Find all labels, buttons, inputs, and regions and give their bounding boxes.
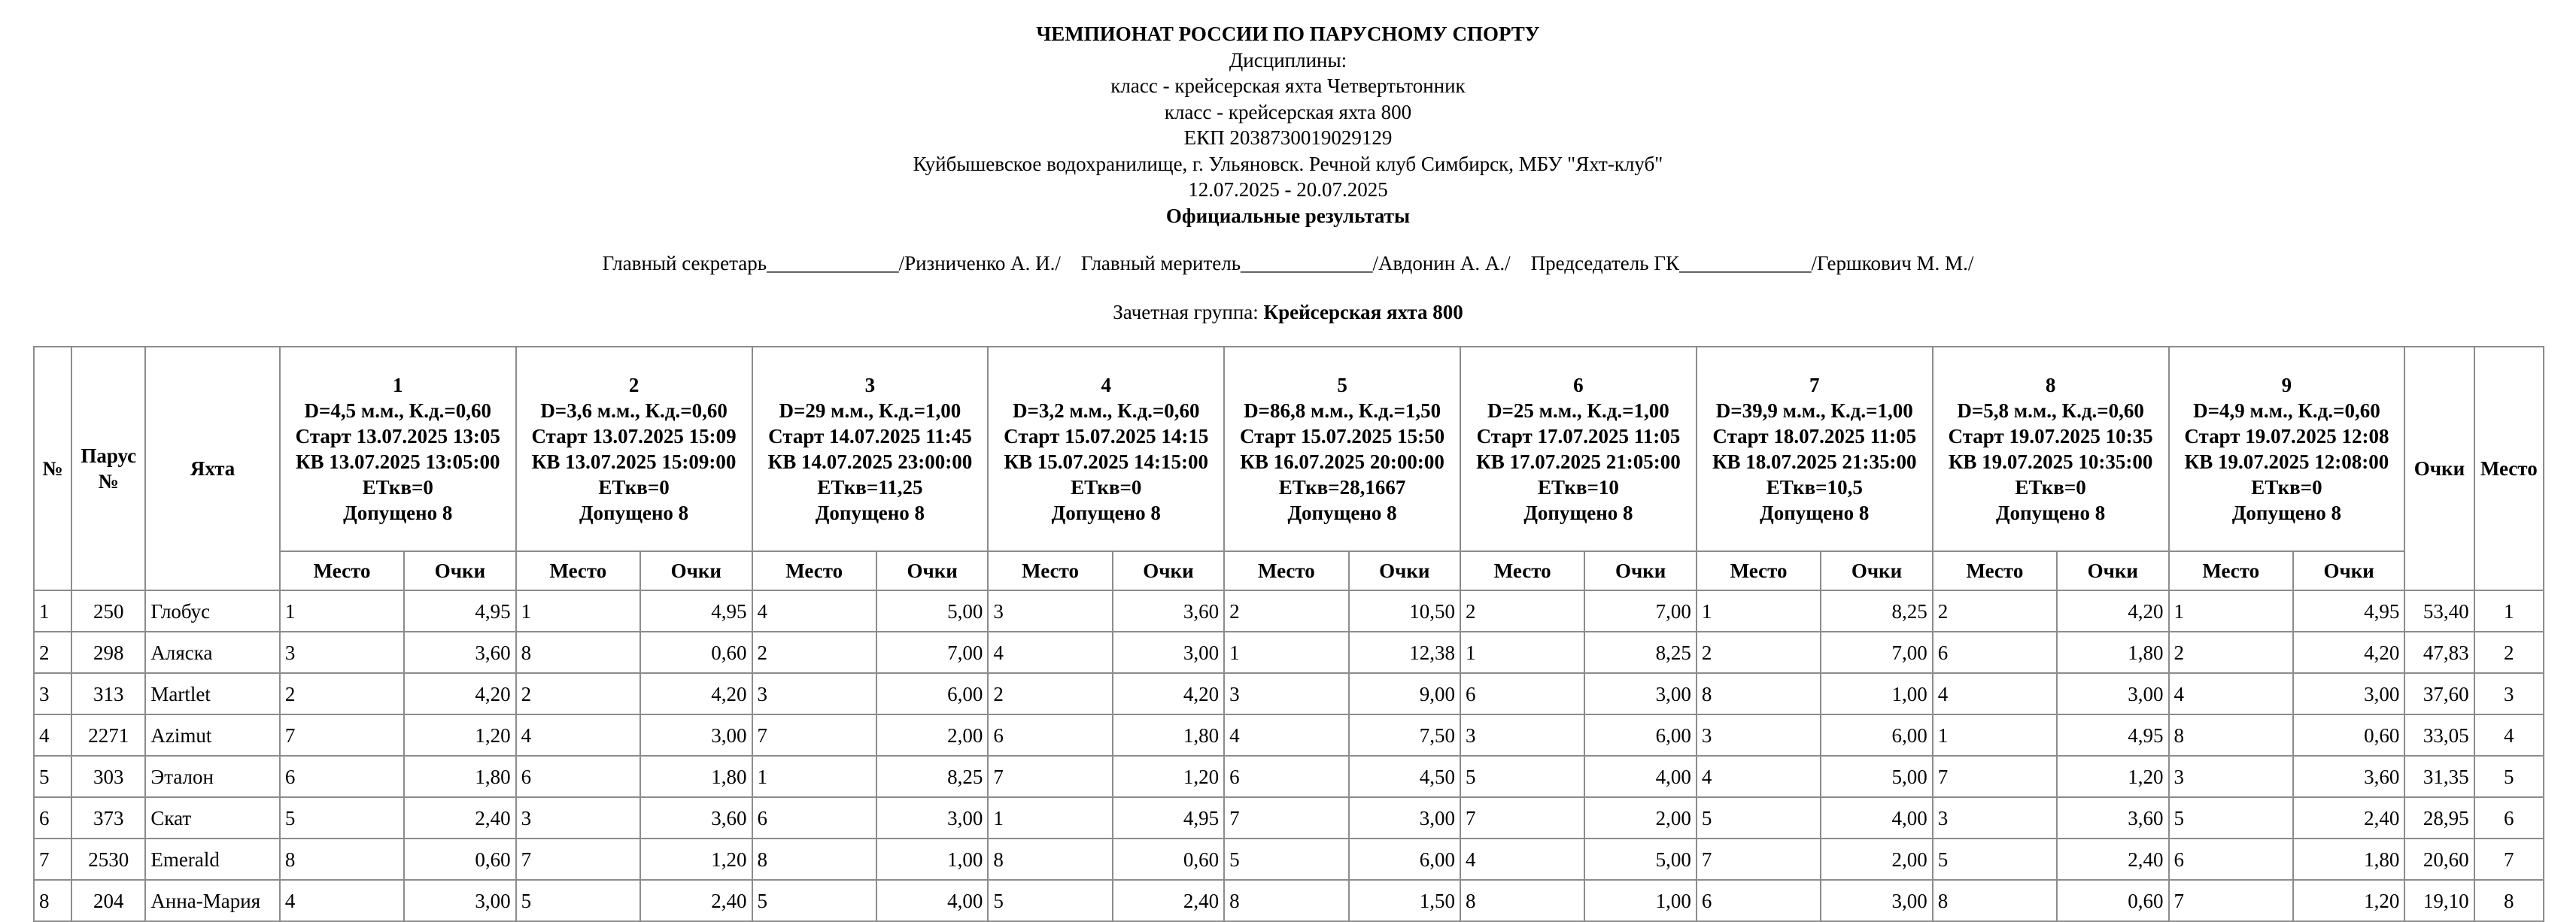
cell-race-place: 7 — [2169, 880, 2293, 921]
cell-race-points: 2,00 — [1584, 797, 1696, 839]
official-results-label: Официальные результаты — [1165, 204, 1411, 227]
cell-race-place: 3 — [1933, 797, 2057, 839]
cell-race-points: 1,80 — [404, 756, 515, 797]
cell-number: 4 — [34, 714, 71, 756]
cell-race-points: 3,00 — [876, 797, 988, 839]
ekp-number: ЕКП 2038730019029129 — [1183, 126, 1393, 149]
sub-header-place: Место — [1697, 551, 1821, 590]
venue: Куйбышевское водохранилище, г. Ульяновск. Речной клуб Симбирск, МБУ "Яхт-клуб" — [913, 152, 1663, 175]
cell-race-place: 2 — [516, 673, 640, 714]
cell-race-points: 3,00 — [1113, 632, 1224, 673]
cell-race-points: 2,40 — [640, 880, 752, 921]
cell-race-place: 1 — [1224, 632, 1348, 673]
cell-final-place: 4 — [2474, 714, 2544, 756]
championship-title: ЧЕМПИОНАТ РОССИИ ПО ПАРУСНОМУ СПОРТУ — [1036, 23, 1540, 45]
sub-header-place: Место — [752, 551, 876, 590]
cell-race-points: 5,00 — [1821, 756, 1932, 797]
cell-race-points: 1,80 — [2057, 632, 2168, 673]
cell-race-place: 3 — [280, 632, 404, 673]
cell-race-points: 4,95 — [2057, 714, 2168, 756]
sub-header-place: Место — [1933, 551, 2057, 590]
cell-race-place: 8 — [988, 839, 1112, 880]
cell-sail: 373 — [71, 797, 145, 839]
cell-race-points: 10,50 — [1349, 590, 1460, 632]
race-et: ЕТкв=28,1667 — [1278, 476, 1406, 499]
cell-yacht: Глобус — [145, 590, 279, 632]
sub-header-points: Очки — [404, 551, 515, 590]
cell-race-place: 6 — [280, 756, 404, 797]
cell-final-place: 5 — [2474, 756, 2544, 797]
cell-race-points: 4,95 — [640, 590, 752, 632]
cell-total-points: 53,40 — [2404, 590, 2474, 632]
cell-race-place: 4 — [516, 714, 640, 756]
signatures-line: Главный секретарь_____________/Ризниченко А. И./ Главный меритель_____________/Авдонин А. А./ Председатель ГК_____________/Гершкович М. М./ — [602, 252, 1974, 274]
cell-race-place: 2 — [280, 673, 404, 714]
table-row — [34, 714, 2544, 756]
cell-race-place: 8 — [280, 839, 404, 880]
cell-race-place: 3 — [988, 590, 1112, 632]
cell-race-points: 1,20 — [640, 839, 752, 880]
cell-race-place: 8 — [1933, 880, 2057, 921]
cell-total-points: 28,95 — [2404, 797, 2474, 839]
cell-race-points: 9,00 — [1349, 673, 1460, 714]
cell-race-points: 5,00 — [876, 590, 988, 632]
race-kv: КВ 19.07.2025 12:08:00 — [2184, 450, 2389, 473]
cell-race-points: 0,60 — [2057, 880, 2168, 921]
col-header-number: № — [34, 347, 71, 590]
header-row-sub — [34, 551, 2544, 590]
race-header-1 — [280, 347, 516, 551]
sub-header-place: Место — [988, 551, 1112, 590]
cell-race-place: 7 — [1697, 839, 1821, 880]
cell-race-place: 4 — [1460, 839, 1584, 880]
col-header-sail-label: Парус № — [80, 444, 137, 493]
cell-total-points: 20,60 — [2404, 839, 2474, 880]
cell-race-points: 0,60 — [1113, 839, 1224, 880]
cell-race-place: 4 — [752, 590, 876, 632]
cell-race-place: 1 — [280, 590, 404, 632]
col-header-final-place: Место — [2474, 347, 2544, 590]
cell-race-points: 8,25 — [876, 756, 988, 797]
race-header-8 — [1933, 347, 2169, 551]
cell-sail: 204 — [71, 880, 145, 921]
cell-race-place: 1 — [1933, 714, 2057, 756]
cell-final-place: 2 — [2474, 632, 2544, 673]
cell-race-place: 7 — [752, 714, 876, 756]
cell-race-place: 4 — [988, 632, 1112, 673]
cell-race-points: 2,40 — [2293, 797, 2404, 839]
discipline-class-2: класс - крейсерская яхта 800 — [1164, 100, 1412, 123]
col-header-total-points: Очки — [2404, 347, 2474, 590]
cell-race-points: 5,00 — [1584, 839, 1696, 880]
cell-race-points: 1,80 — [2293, 839, 2404, 880]
cell-sail: 303 — [71, 756, 145, 797]
cell-race-points: 2,40 — [1113, 880, 1224, 921]
cell-race-place: 1 — [752, 756, 876, 797]
cell-race-place: 1 — [2169, 590, 2293, 632]
cell-race-place: 2 — [1460, 590, 1584, 632]
cell-race-points: 3,00 — [1584, 673, 1696, 714]
cell-race-place: 6 — [2169, 839, 2293, 880]
cell-race-points: 4,95 — [1113, 797, 1224, 839]
col-header-yacht: Яхта — [145, 347, 279, 590]
sub-header-place: Место — [280, 551, 404, 590]
race-kv: КВ 13.07.2025 13:05:00 — [295, 450, 500, 473]
cell-race-place: 5 — [516, 880, 640, 921]
cell-race-points: 2,00 — [876, 714, 988, 756]
race-start: Старт 17.07.2025 11:05 — [1476, 425, 1681, 447]
cell-race-place: 5 — [1224, 839, 1348, 880]
cell-number: 8 — [34, 880, 71, 921]
race-adm: Допущено 8 — [1760, 502, 1870, 524]
cell-race-points: 0,60 — [640, 632, 752, 673]
sub-header-place: Место — [1460, 551, 1584, 590]
cell-race-points: 4,00 — [1584, 756, 1696, 797]
race-d: D=4,5 м.м., К.д.=0,60 — [304, 399, 492, 422]
sub-header-points: Очки — [1349, 551, 1460, 590]
race-start: Старт 15.07.2025 14:15 — [1004, 425, 1209, 447]
cell-race-place: 7 — [1933, 756, 2057, 797]
race-n: 2 — [628, 374, 639, 396]
race-d: D=3,6 м.м., К.д.=0,60 — [540, 399, 728, 422]
scoring-group-name: Крейсерская яхта 800 — [1263, 301, 1463, 323]
cell-race-place: 5 — [988, 880, 1112, 921]
cell-race-place: 5 — [1933, 839, 2057, 880]
discipline-class-1: класс - крейсерская яхта Четвертьтонник — [1110, 74, 1466, 97]
cell-race-points: 4,20 — [2057, 590, 2168, 632]
race-adm: Допущено 8 — [2231, 502, 2342, 524]
race-start: Старт 14.07.2025 11:45 — [768, 425, 972, 447]
table-row — [34, 756, 2544, 797]
cell-yacht: Emerald — [145, 839, 279, 880]
cell-final-place: 6 — [2474, 797, 2544, 839]
cell-race-points: 1,00 — [1821, 673, 1932, 714]
race-et: ЕТкв=10 — [1537, 476, 1619, 499]
cell-race-place: 8 — [752, 839, 876, 880]
race-start: Старт 19.07.2025 12:08 — [2184, 425, 2389, 447]
cell-race-points: 3,00 — [2293, 673, 2404, 714]
cell-race-points: 8,25 — [1584, 632, 1696, 673]
cell-race-place: 2 — [1224, 590, 1348, 632]
cell-total-points: 19,10 — [2404, 880, 2474, 921]
race-kv: КВ 13.07.2025 15:09:00 — [531, 450, 737, 473]
cell-race-place: 4 — [1933, 673, 2057, 714]
cell-race-place: 7 — [280, 714, 404, 756]
cell-race-points: 4,20 — [1113, 673, 1224, 714]
table-row — [34, 839, 2544, 880]
cell-race-points: 2,40 — [404, 797, 515, 839]
cell-race-points: 1,20 — [1113, 756, 1224, 797]
cell-race-place: 2 — [1697, 632, 1821, 673]
cell-race-points: 4,95 — [2293, 590, 2404, 632]
cell-race-place: 8 — [516, 632, 640, 673]
race-start: Старт 13.07.2025 15:09 — [531, 425, 737, 447]
race-kv: КВ 15.07.2025 14:15:00 — [1004, 450, 1209, 473]
table-row — [34, 797, 2544, 839]
cell-race-points: 3,00 — [1349, 797, 1460, 839]
cell-race-place: 2 — [1933, 590, 2057, 632]
cell-total-points: 47,83 — [2404, 632, 2474, 673]
cell-race-points: 1,00 — [876, 839, 988, 880]
cell-race-points: 4,20 — [2293, 632, 2404, 673]
cell-race-place: 7 — [988, 756, 1112, 797]
sub-header-points: Очки — [2293, 551, 2404, 590]
cell-race-points: 1,20 — [404, 714, 515, 756]
scoring-group-label: Зачетная группа: — [1113, 301, 1264, 323]
cell-yacht: Azimut — [145, 714, 279, 756]
race-kv: КВ 17.07.2025 21:05:00 — [1476, 450, 1681, 473]
race-kv: КВ 18.07.2025 21:35:00 — [1712, 450, 1917, 473]
cell-race-points: 3,60 — [2293, 756, 2404, 797]
cell-race-points: 3,00 — [1821, 880, 1932, 921]
cell-number: 5 — [34, 756, 71, 797]
race-n: 4 — [1101, 374, 1111, 396]
cell-sail: 250 — [71, 590, 145, 632]
race-header-9 — [2169, 347, 2405, 551]
race-d: D=25 м.м., К.д.=1,00 — [1487, 399, 1669, 422]
cell-race-place: 6 — [1224, 756, 1348, 797]
cell-race-place: 8 — [1224, 880, 1348, 921]
race-adm: Допущено 8 — [579, 502, 689, 524]
sub-header-place: Место — [1224, 551, 1348, 590]
race-et: ЕТкв=10,5 — [1766, 476, 1863, 499]
cell-sail: 2530 — [71, 839, 145, 880]
cell-race-place: 1 — [988, 797, 1112, 839]
cell-race-place: 6 — [1933, 632, 2057, 673]
cell-yacht: Анна-Мария — [145, 880, 279, 921]
cell-race-points: 7,00 — [1584, 590, 1696, 632]
race-d: D=3,2 м.м., К.д.=0,60 — [1012, 399, 1200, 422]
cell-race-points: 1,80 — [640, 756, 752, 797]
cell-race-points: 1,80 — [1113, 714, 1224, 756]
cell-race-place: 3 — [1224, 673, 1348, 714]
race-d: D=39,9 м.м., К.д.=1,00 — [1715, 399, 1913, 422]
race-et: ЕТкв=0 — [2015, 476, 2086, 499]
cell-race-points: 7,50 — [1349, 714, 1460, 756]
cell-race-place: 5 — [752, 880, 876, 921]
sub-header-points: Очки — [2057, 551, 2168, 590]
cell-race-points: 0,60 — [404, 839, 515, 880]
race-start: Старт 18.07.2025 11:05 — [1712, 425, 1917, 447]
cell-race-points: 4,20 — [404, 673, 515, 714]
sub-header-points: Очки — [876, 551, 988, 590]
cell-race-place: 3 — [516, 797, 640, 839]
race-header-4 — [988, 347, 1224, 551]
race-et: ЕТкв=0 — [1071, 476, 1142, 499]
sub-header-place: Место — [2169, 551, 2293, 590]
cell-race-points: 3,60 — [640, 797, 752, 839]
cell-race-points: 3,60 — [1113, 590, 1224, 632]
cell-race-points: 7,00 — [876, 632, 988, 673]
cell-race-points: 4,20 — [640, 673, 752, 714]
cell-race-place: 3 — [2169, 756, 2293, 797]
table-row — [34, 590, 2544, 632]
col-header-sail — [71, 347, 145, 590]
race-n: 3 — [864, 374, 876, 396]
race-start: Старт 19.07.2025 10:35 — [1948, 425, 2153, 447]
cell-race-points: 1,00 — [1584, 880, 1696, 921]
race-kv: КВ 14.07.2025 23:00:00 — [767, 450, 973, 473]
race-adm: Допущено 8 — [343, 502, 453, 524]
cell-race-place: 1 — [1697, 590, 1821, 632]
cell-race-place: 3 — [1697, 714, 1821, 756]
sub-header-place: Место — [516, 551, 640, 590]
cell-race-place: 6 — [1697, 880, 1821, 921]
cell-race-place: 6 — [752, 797, 876, 839]
cell-race-points: 7,00 — [1821, 632, 1932, 673]
cell-race-points: 6,00 — [876, 673, 988, 714]
cell-race-points: 3,00 — [404, 880, 515, 921]
cell-race-place: 1 — [1460, 632, 1584, 673]
cell-race-place: 3 — [752, 673, 876, 714]
cell-race-points: 3,00 — [640, 714, 752, 756]
cell-race-place: 6 — [988, 714, 1112, 756]
cell-yacht: Martlet — [145, 673, 279, 714]
cell-final-place: 7 — [2474, 839, 2544, 880]
race-header-7 — [1697, 347, 1933, 551]
cell-race-points: 4,95 — [404, 590, 515, 632]
cell-yacht: Аляска — [145, 632, 279, 673]
race-d: D=29 м.м., К.д.=1,00 — [779, 399, 961, 422]
race-d: D=4,9 м.м., К.д.=0,60 — [2193, 399, 2380, 422]
table-row — [34, 673, 2544, 714]
cell-race-place: 7 — [1460, 797, 1584, 839]
cell-total-points: 31,35 — [2404, 756, 2474, 797]
cell-sail: 2271 — [71, 714, 145, 756]
cell-race-points: 4,00 — [876, 880, 988, 921]
cell-race-points: 3,60 — [404, 632, 515, 673]
cell-race-place: 4 — [1224, 714, 1348, 756]
cell-race-place: 6 — [516, 756, 640, 797]
race-header-2 — [516, 347, 752, 551]
race-header-3 — [752, 347, 989, 551]
race-n: 5 — [1337, 374, 1347, 396]
cell-race-points: 12,38 — [1349, 632, 1460, 673]
cell-final-place: 3 — [2474, 673, 2544, 714]
cell-race-place: 5 — [2169, 797, 2293, 839]
race-et: ЕТкв=0 — [362, 476, 433, 499]
cell-race-points: 6,00 — [1349, 839, 1460, 880]
cell-race-place: 4 — [1697, 756, 1821, 797]
race-n: 9 — [2281, 374, 2292, 396]
cell-yacht: Скат — [145, 797, 279, 839]
document-header — [0, 21, 2576, 229]
race-adm: Допущено 8 — [815, 502, 925, 524]
cell-race-place: 8 — [1697, 673, 1821, 714]
results-table — [33, 346, 2544, 922]
cell-race-place: 4 — [280, 880, 404, 921]
cell-race-points: 2,00 — [1821, 839, 1932, 880]
cell-final-place: 8 — [2474, 880, 2544, 921]
cell-race-place: 7 — [1224, 797, 1348, 839]
cell-sail: 298 — [71, 632, 145, 673]
cell-number: 6 — [34, 797, 71, 839]
cell-race-place: 8 — [2169, 714, 2293, 756]
cell-race-points: 6,00 — [1821, 714, 1932, 756]
cell-race-points: 1,20 — [2293, 880, 2404, 921]
race-header-6 — [1460, 347, 1697, 551]
sub-header-points: Очки — [1584, 551, 1696, 590]
race-n: 6 — [1573, 374, 1584, 396]
race-n: 1 — [393, 374, 403, 396]
cell-number: 1 — [34, 590, 71, 632]
cell-race-place: 2 — [752, 632, 876, 673]
cell-race-place: 5 — [1697, 797, 1821, 839]
header-row-races — [34, 347, 2544, 551]
sub-header-points: Очки — [1113, 551, 1224, 590]
cell-race-place: 2 — [2169, 632, 2293, 673]
race-header-5 — [1224, 347, 1460, 551]
cell-race-place: 3 — [1460, 714, 1584, 756]
cell-race-place: 5 — [280, 797, 404, 839]
cell-race-points: 3,00 — [2057, 673, 2168, 714]
cell-number: 2 — [34, 632, 71, 673]
race-adm: Допущено 8 — [1523, 502, 1633, 524]
event-dates: 12.07.2025 - 20.07.2025 — [1188, 178, 1388, 201]
race-n: 7 — [1809, 374, 1820, 396]
cell-yacht: Эталон — [145, 756, 279, 797]
disciplines-label: Дисциплины: — [1229, 48, 1347, 71]
race-adm: Допущено 8 — [1051, 502, 1161, 524]
cell-sail: 313 — [71, 673, 145, 714]
cell-race-place: 7 — [516, 839, 640, 880]
cell-race-points: 1,20 — [2057, 756, 2168, 797]
race-d: D=86,8 м.м., К.д.=1,50 — [1244, 399, 1441, 422]
cell-race-place: 8 — [1460, 880, 1584, 921]
sub-header-points: Очки — [1821, 551, 1932, 590]
sub-header-points: Очки — [640, 551, 752, 590]
race-et: ЕТкв=0 — [598, 476, 670, 499]
cell-final-place: 1 — [2474, 590, 2544, 632]
cell-race-place: 6 — [1460, 673, 1584, 714]
race-adm: Допущено 8 — [1287, 502, 1397, 524]
cell-race-points: 4,00 — [1821, 797, 1932, 839]
cell-race-points: 4,50 — [1349, 756, 1460, 797]
cell-race-points: 3,60 — [2057, 797, 2168, 839]
cell-race-points: 8,25 — [1821, 590, 1932, 632]
table-row — [34, 632, 2544, 673]
race-adm: Допущено 8 — [1995, 502, 2106, 524]
cell-race-points: 0,60 — [2293, 714, 2404, 756]
cell-race-points: 2,40 — [2057, 839, 2168, 880]
cell-total-points: 37,60 — [2404, 673, 2474, 714]
cell-race-points: 1,50 — [1349, 880, 1460, 921]
race-d: D=5,8 м.м., К.д.=0,60 — [1957, 399, 2144, 422]
cell-race-place: 5 — [1460, 756, 1584, 797]
scoring-group — [0, 299, 2576, 325]
race-start: Старт 13.07.2025 13:05 — [295, 425, 500, 447]
race-et: ЕТкв=0 — [2251, 476, 2322, 499]
cell-total-points: 33,05 — [2404, 714, 2474, 756]
race-kv: КВ 16.07.2025 20:00:00 — [1240, 450, 1444, 473]
cell-race-place: 4 — [2169, 673, 2293, 714]
race-kv: КВ 19.07.2025 10:35:00 — [1948, 450, 2153, 473]
race-et: ЕТкв=11,25 — [817, 476, 923, 499]
cell-race-points: 6,00 — [1584, 714, 1696, 756]
cell-number: 3 — [34, 673, 71, 714]
cell-race-place: 1 — [516, 590, 640, 632]
cell-race-place: 2 — [988, 673, 1112, 714]
cell-number: 7 — [34, 839, 71, 880]
race-n: 8 — [2045, 374, 2056, 396]
race-start: Старт 15.07.2025 15:50 — [1240, 425, 1445, 447]
